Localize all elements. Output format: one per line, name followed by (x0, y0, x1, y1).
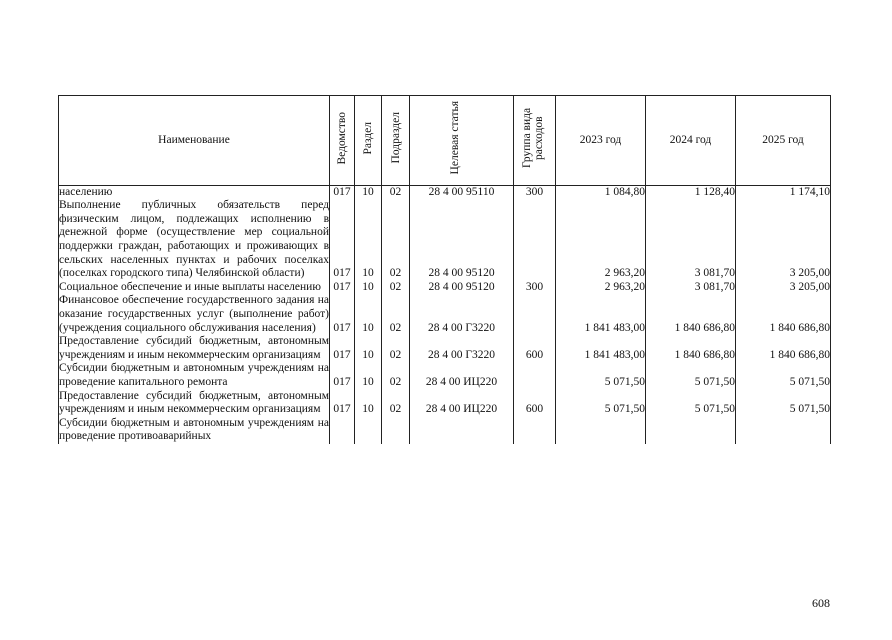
row-2024: 1 840 686,80 (646, 294, 736, 335)
row-name: Предоставление субсидий бюджетным, автономным учреждениям и иным некоммерческим организациям (59, 335, 329, 361)
row-2023: 5 071,50 (556, 390, 646, 417)
row-2025: 3 205,00 (736, 199, 831, 281)
row-dept: 017 (330, 185, 355, 199)
row-name: Предоставление субсидий бюджетным, автономным учреждениям и иным некоммерческим организациям (59, 389, 329, 416)
row-target: 28 4 00 Г3220 (410, 335, 514, 362)
row-target: 28 4 00 ИЦ220 (410, 362, 514, 389)
row-section: 10 (355, 281, 382, 295)
table-row (59, 335, 831, 362)
row-subsection: 02 (382, 294, 410, 335)
row-name: Социальное обеспечение и иные выплаты населению (59, 281, 330, 295)
row-2025 (736, 417, 831, 444)
row-name: Финансовое обеспечение государственного задания на оказание государственных услуг (выполнение работ) (учреждения социального обслуживания населения) (59, 294, 329, 334)
row-subsection: 02 (382, 199, 410, 281)
table-row (59, 417, 831, 444)
row-group: 300 (514, 281, 556, 295)
row-target (410, 417, 514, 444)
header-section: Раздел (355, 96, 382, 186)
row-2023 (556, 417, 646, 444)
budget-table (58, 95, 831, 444)
row-2023: 2 963,20 (556, 199, 646, 281)
table-row (59, 294, 831, 335)
row-subsection: 02 (382, 390, 410, 417)
row-group: 600 (514, 335, 556, 362)
row-2025: 5 071,50 (736, 362, 831, 389)
row-section: 10 (355, 185, 382, 199)
row-target: 28 4 00 95110 (410, 185, 514, 199)
row-2023: 1 841 483,00 (556, 335, 646, 362)
row-target: 28 4 00 95120 (410, 199, 514, 281)
page-number: 608 (812, 596, 830, 610)
header-2025: 2025 год (736, 96, 831, 186)
row-dept: 017 (330, 390, 355, 417)
row-2024 (646, 417, 736, 444)
row-name: населению (59, 185, 330, 199)
header-2023: 2023 год (556, 96, 646, 186)
row-section: 10 (355, 390, 382, 417)
table-row (59, 362, 831, 389)
row-2025: 3 205,00 (736, 281, 831, 295)
row-2024: 5 071,50 (646, 390, 736, 417)
row-section: 10 (355, 335, 382, 362)
row-section: 10 (355, 294, 382, 335)
header-dept: Ведомство (330, 96, 355, 186)
row-section: 10 (355, 199, 382, 281)
row-name: Выполнение публичных обязательств перед физическим лицом, подлежащих исполнению в денежной форме (осуществление мер социальной поддержки граждан, работающих и проживающих в сельских населенных пунктах и рабочих поселках (поселках городского типа) Челябинской области) (59, 199, 329, 280)
row-dept: 017 (330, 294, 355, 335)
row-subsection (382, 417, 410, 444)
table-row (59, 199, 831, 281)
row-2023: 1 084,80 (556, 185, 646, 199)
table-row (59, 185, 831, 199)
row-section (355, 417, 382, 444)
row-2024: 1 840 686,80 (646, 335, 736, 362)
row-2024: 3 081,70 (646, 199, 736, 281)
row-name: Субсидии бюджетным и автономным учреждениям на проведение противоаварийных (59, 416, 329, 443)
row-dept: 017 (330, 199, 355, 281)
row-2024: 1 128,40 (646, 185, 736, 199)
row-name: Субсидии бюджетным и автономным учреждениям на проведение капитального ремонта (59, 362, 329, 388)
row-2024: 3 081,70 (646, 281, 736, 295)
header-2024: 2024 год (646, 96, 736, 186)
row-group: 600 (514, 390, 556, 417)
row-section: 10 (355, 362, 382, 389)
header-subsection: Подраздел (382, 96, 410, 186)
row-dept: 017 (330, 281, 355, 295)
row-group: 300 (514, 185, 556, 199)
row-2025: 1 840 686,80 (736, 294, 831, 335)
row-2024: 5 071,50 (646, 362, 736, 389)
row-dept: 017 (330, 362, 355, 389)
table-row (59, 281, 831, 295)
row-dept (330, 417, 355, 444)
row-target: 28 4 00 ИЦ220 (410, 390, 514, 417)
row-subsection: 02 (382, 185, 410, 199)
row-2023: 5 071,50 (556, 362, 646, 389)
header-target: Целевая статья (410, 96, 514, 186)
row-target: 28 4 00 95120 (410, 281, 514, 295)
row-2025: 5 071,50 (736, 390, 831, 417)
row-2023: 2 963,20 (556, 281, 646, 295)
row-subsection: 02 (382, 362, 410, 389)
row-subsection: 02 (382, 335, 410, 362)
row-group (514, 294, 556, 335)
header-group: Группа вида расходов (514, 96, 556, 186)
row-target: 28 4 00 Г3220 (410, 294, 514, 335)
row-group (514, 417, 556, 444)
row-group (514, 199, 556, 281)
table-row (59, 390, 831, 417)
row-2025: 1 840 686,80 (736, 335, 831, 362)
row-2023: 1 841 483,00 (556, 294, 646, 335)
header-name: Наименование (59, 96, 330, 186)
row-group (514, 362, 556, 389)
row-subsection: 02 (382, 281, 410, 295)
row-dept: 017 (330, 335, 355, 362)
header-row (59, 96, 831, 186)
row-2025: 1 174,10 (736, 185, 831, 199)
